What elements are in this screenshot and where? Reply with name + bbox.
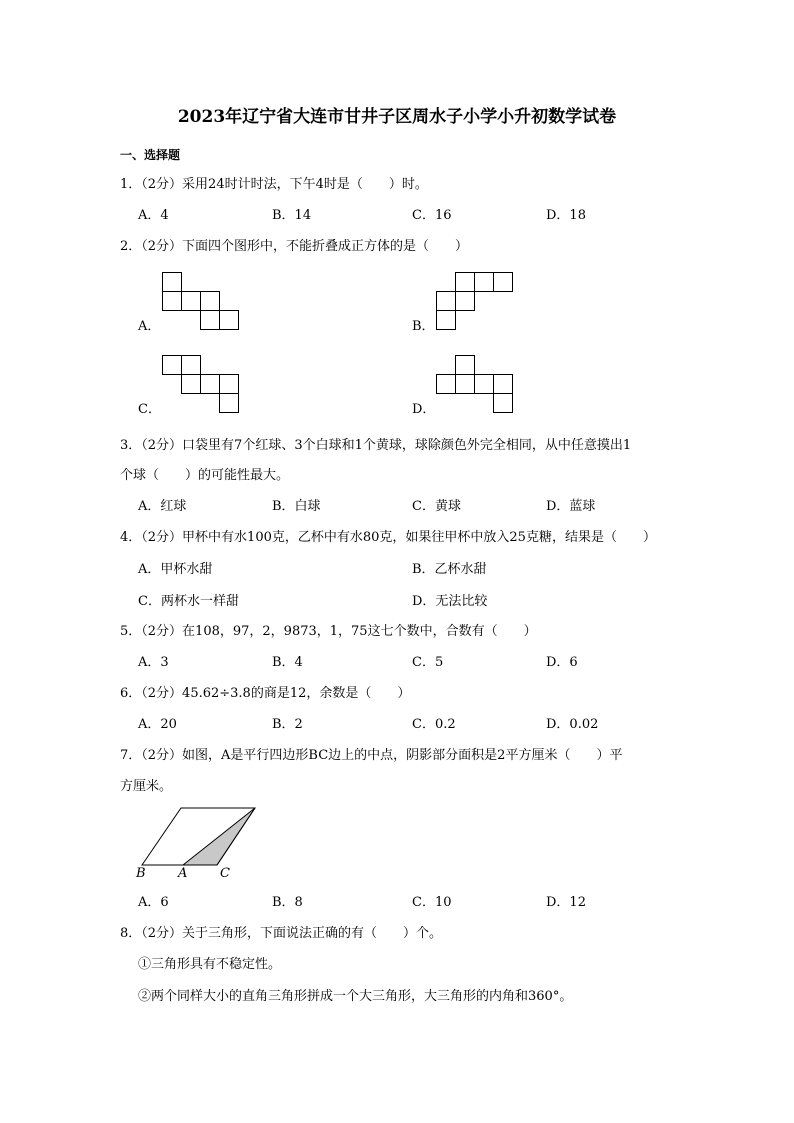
section-heading: 一、选择题 bbox=[120, 148, 181, 162]
q5-option-c: C．5 bbox=[412, 655, 444, 670]
q2-stem: 2．（2分）下面四个图形中，不能折叠成正方体的是（ ） bbox=[120, 239, 469, 254]
q7-option-a: A．6 bbox=[138, 895, 169, 910]
q1-stem: 1．（2分）采用24时计时法，下午4时是（ ）时。 bbox=[120, 177, 428, 192]
q2-option-c: C． bbox=[138, 402, 161, 417]
q6-option-d: D．0.02 bbox=[546, 717, 599, 732]
q1-option-a: A．4 bbox=[138, 208, 169, 223]
q7-shaded-triangle bbox=[183, 808, 255, 865]
q3-stem-line2: 个球（ ）的可能性最大。 bbox=[120, 468, 290, 483]
q4-option-d: D．无法比较 bbox=[412, 594, 488, 609]
q7-label-a: A bbox=[178, 866, 188, 881]
q4-option-a: A．甲杯水甜 bbox=[138, 562, 213, 577]
q6-option-a: A．20 bbox=[138, 717, 177, 732]
q3-option-b: B．白球 bbox=[272, 499, 321, 514]
q3-option-d: D．蓝球 bbox=[546, 499, 596, 514]
q3-stem-line1: 3．（2分）口袋里有7个红球、3个白球和1个黄球，球除颜色外完全相同，从中任意摸出1 bbox=[120, 438, 632, 453]
q2-option-a: A． bbox=[138, 319, 161, 334]
q2-option-d: D． bbox=[412, 402, 436, 417]
q2-net-d-figure bbox=[436, 355, 516, 415]
q1-option-d: D．18 bbox=[546, 208, 586, 223]
q3-option-c: C．黄球 bbox=[412, 499, 461, 514]
q2-net-a-figure bbox=[162, 272, 242, 332]
q7-label-c: C bbox=[220, 866, 230, 881]
q4-option-b: B．乙杯水甜 bbox=[412, 562, 487, 577]
q5-stem: 5．（2分）在108，97，2，9873，1，75这七个数中，合数有（ ） bbox=[120, 624, 537, 639]
q6-option-b: B．2 bbox=[272, 717, 303, 732]
q5-option-d: D．6 bbox=[546, 655, 578, 670]
q5-option-b: B．4 bbox=[272, 655, 303, 670]
q7-label-b: B bbox=[136, 866, 146, 881]
q2-option-b: B． bbox=[412, 319, 435, 334]
q8-stem: 8．（2分）关于三角形，下面说法正确的有（ ）个。 bbox=[120, 926, 443, 941]
q4-stem: 4．（2分）甲杯中有水100克，乙杯中有水80克，如果往甲杯中放入25克糖，结果是（ ） bbox=[120, 530, 656, 545]
q7-parallelogram-figure bbox=[138, 806, 260, 870]
q7-option-c: C．10 bbox=[412, 895, 452, 910]
q8-statement-2: ②两个同样大小的直角三角形拼成一个大三角形，大三角形的内角和360°。 bbox=[138, 989, 573, 1004]
q7-option-b: B．8 bbox=[272, 895, 303, 910]
q5-option-a: A．3 bbox=[138, 655, 169, 670]
q8-statement-1: ①三角形具有不稳定性。 bbox=[138, 957, 282, 972]
q6-option-c: C．0.2 bbox=[412, 717, 456, 732]
q1-option-b: B．14 bbox=[272, 208, 312, 223]
page-title: 2023年辽宁省大连市甘井子区周水子小学小升初数学试卷 bbox=[177, 107, 617, 127]
q7-stem-line1: 7．（2分）如图，A是平行四边形BC边上的中点，阴影部分面积是2平方厘米（ ）平 bbox=[120, 748, 623, 763]
q2-net-c-figure bbox=[162, 355, 242, 415]
q6-stem: 6．（2分）45.62÷3.8的商是12，余数是（ ） bbox=[120, 686, 411, 701]
q7-option-d: D．12 bbox=[546, 895, 586, 910]
q7-stem-line2: 方厘米。 bbox=[120, 779, 173, 794]
q3-option-a: A．红球 bbox=[138, 499, 187, 514]
q1-option-c: C．16 bbox=[412, 208, 452, 223]
q2-net-b-figure bbox=[436, 272, 516, 332]
q4-option-c: C．两杯水一样甜 bbox=[138, 594, 239, 609]
